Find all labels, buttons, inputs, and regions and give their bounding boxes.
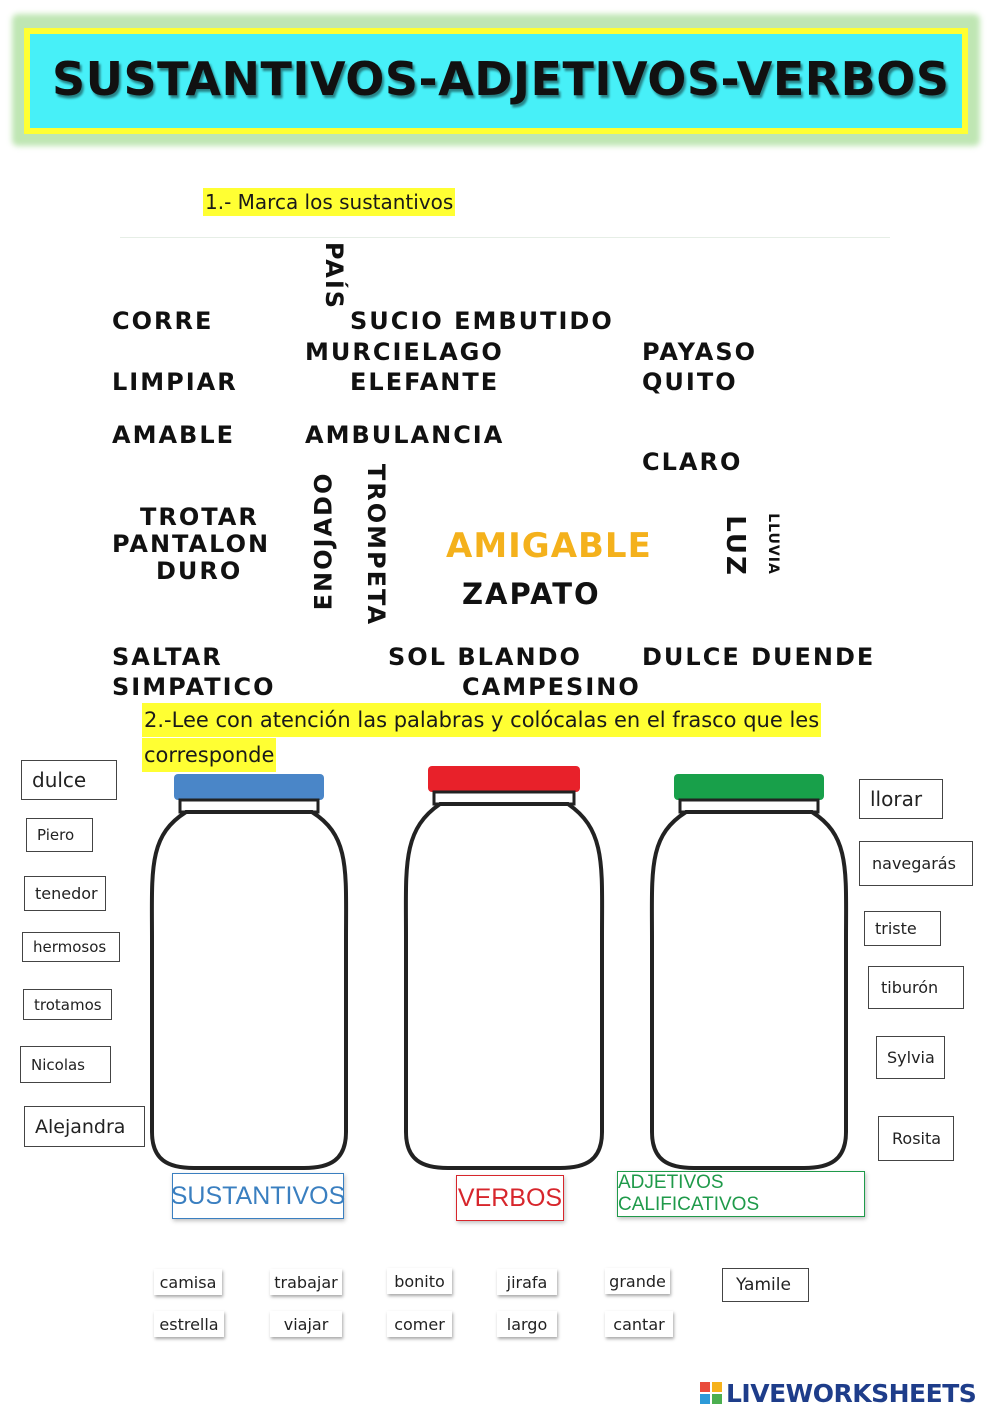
word-sol-blando[interactable]: SOL BLANDO (388, 643, 582, 671)
chip-cantar[interactable]: cantar (605, 1311, 673, 1337)
jar-verbos[interactable] (406, 766, 602, 1168)
word-dulce-duende[interactable]: DULCE DUENDE (642, 643, 876, 671)
jar-adjetivos[interactable] (652, 774, 846, 1168)
jar-sustantivos[interactable] (152, 774, 346, 1168)
chip-comer[interactable]: comer (387, 1311, 452, 1337)
word-amable[interactable]: AMABLE (112, 421, 236, 449)
chip-largo[interactable]: largo (497, 1311, 557, 1337)
draggable-word-dulce[interactable]: dulce (21, 760, 117, 800)
word-murcielago[interactable]: MURCIELAGO (305, 338, 504, 366)
title-banner (24, 28, 968, 134)
word-corre[interactable]: CORRE (112, 307, 214, 335)
chip-camisa[interactable]: camisa (154, 1269, 222, 1295)
word-limpiar[interactable]: LIMPIAR (112, 368, 238, 396)
logo-text: LIVEWORKSHEETS (726, 1378, 977, 1408)
draggable-word-rosita[interactable]: Rosita (878, 1116, 954, 1161)
word-enojado[interactable]: ENOJADO (309, 471, 338, 611)
page-title: SUSTANTIVOS-ADJETIVOS-VERBOS (52, 52, 950, 106)
draggable-word-hermosos[interactable]: hermosos (22, 932, 120, 962)
word-trotar[interactable]: TROTAR (140, 503, 259, 531)
word-zapato[interactable]: ZAPATO (462, 577, 601, 611)
draggable-word-tiburon[interactable]: tiburón (868, 966, 964, 1009)
draggable-word-navegaras[interactable]: navegarás (859, 841, 973, 886)
word-pantalon[interactable]: PANTALON (112, 530, 271, 558)
jar-lid-red (428, 766, 580, 792)
word-duro[interactable]: DURO (156, 557, 243, 585)
word-simpatico[interactable]: SIMPATICO (112, 673, 276, 701)
word-quito[interactable]: QUITO (642, 368, 738, 396)
word-claro[interactable]: CLARO (642, 448, 743, 476)
chip-jirafa[interactable]: jirafa (497, 1269, 557, 1295)
section1-instruction: 1.- Marca los sustantivos (205, 190, 454, 214)
draggable-word-triste[interactable]: triste (864, 911, 941, 946)
word-pais[interactable]: PAÍS (320, 241, 349, 311)
label-adjetivos: ADJETIVOS CALIFICATIVOS (617, 1171, 865, 1217)
word-luz[interactable]: LUZ (719, 515, 750, 577)
draggable-word-llorar[interactable]: llorar (859, 779, 943, 819)
label-verbos: VERBOS (456, 1175, 564, 1221)
draggable-word-tenedor[interactable]: tenedor (24, 876, 106, 911)
liveworksheets-logo-icon (700, 1382, 722, 1404)
chip-bonito[interactable]: bonito (387, 1268, 452, 1294)
word-saltar[interactable]: SALTAR (112, 643, 223, 671)
section2-instruction-line1: 2.-Lee con atención las palabras y colócalas en el frasco que les (142, 703, 821, 737)
chip-estrella[interactable]: estrella (154, 1311, 224, 1337)
word-campesino[interactable]: CAMPESINO (462, 673, 641, 701)
draggable-word-sylvia[interactable]: Sylvia (876, 1036, 945, 1079)
word-lluvia[interactable]: LLUVIA (764, 513, 781, 575)
section2-instruction-line2: corresponde (142, 738, 276, 772)
draggable-word-trotamos[interactable]: trotamos (23, 989, 112, 1020)
liveworksheets-logo (700, 1376, 990, 1410)
word-elefante[interactable]: ELEFANTE (350, 368, 500, 396)
jars-illustration (0, 760, 1000, 1180)
word-amigable[interactable]: AMIGABLE (446, 526, 652, 566)
draggable-word-yamile[interactable]: Yamile (722, 1268, 809, 1302)
word-trompeta[interactable]: TROMPETA (362, 463, 391, 627)
word-sucio-embutido[interactable]: SUCIO EMBUTIDO (350, 307, 614, 335)
label-sustantivos: SUSTANTIVOS (172, 1173, 344, 1219)
chip-grande[interactable]: grande (605, 1268, 670, 1294)
jar-lid-blue (174, 774, 324, 800)
draggable-word-alejandra[interactable]: Alejandra (24, 1106, 145, 1147)
draggable-word-nicolas[interactable]: Nicolas (20, 1046, 111, 1083)
chip-viajar[interactable]: viajar (270, 1311, 342, 1337)
chip-trabajar[interactable]: trabajar (270, 1269, 342, 1295)
draggable-word-piero[interactable]: Piero (26, 818, 93, 852)
word-ambulancia[interactable]: AMBULANCIA (305, 421, 505, 449)
jar-lid-green (674, 774, 824, 800)
word-payaso[interactable]: PAYASO (642, 338, 758, 366)
divider (120, 237, 890, 238)
